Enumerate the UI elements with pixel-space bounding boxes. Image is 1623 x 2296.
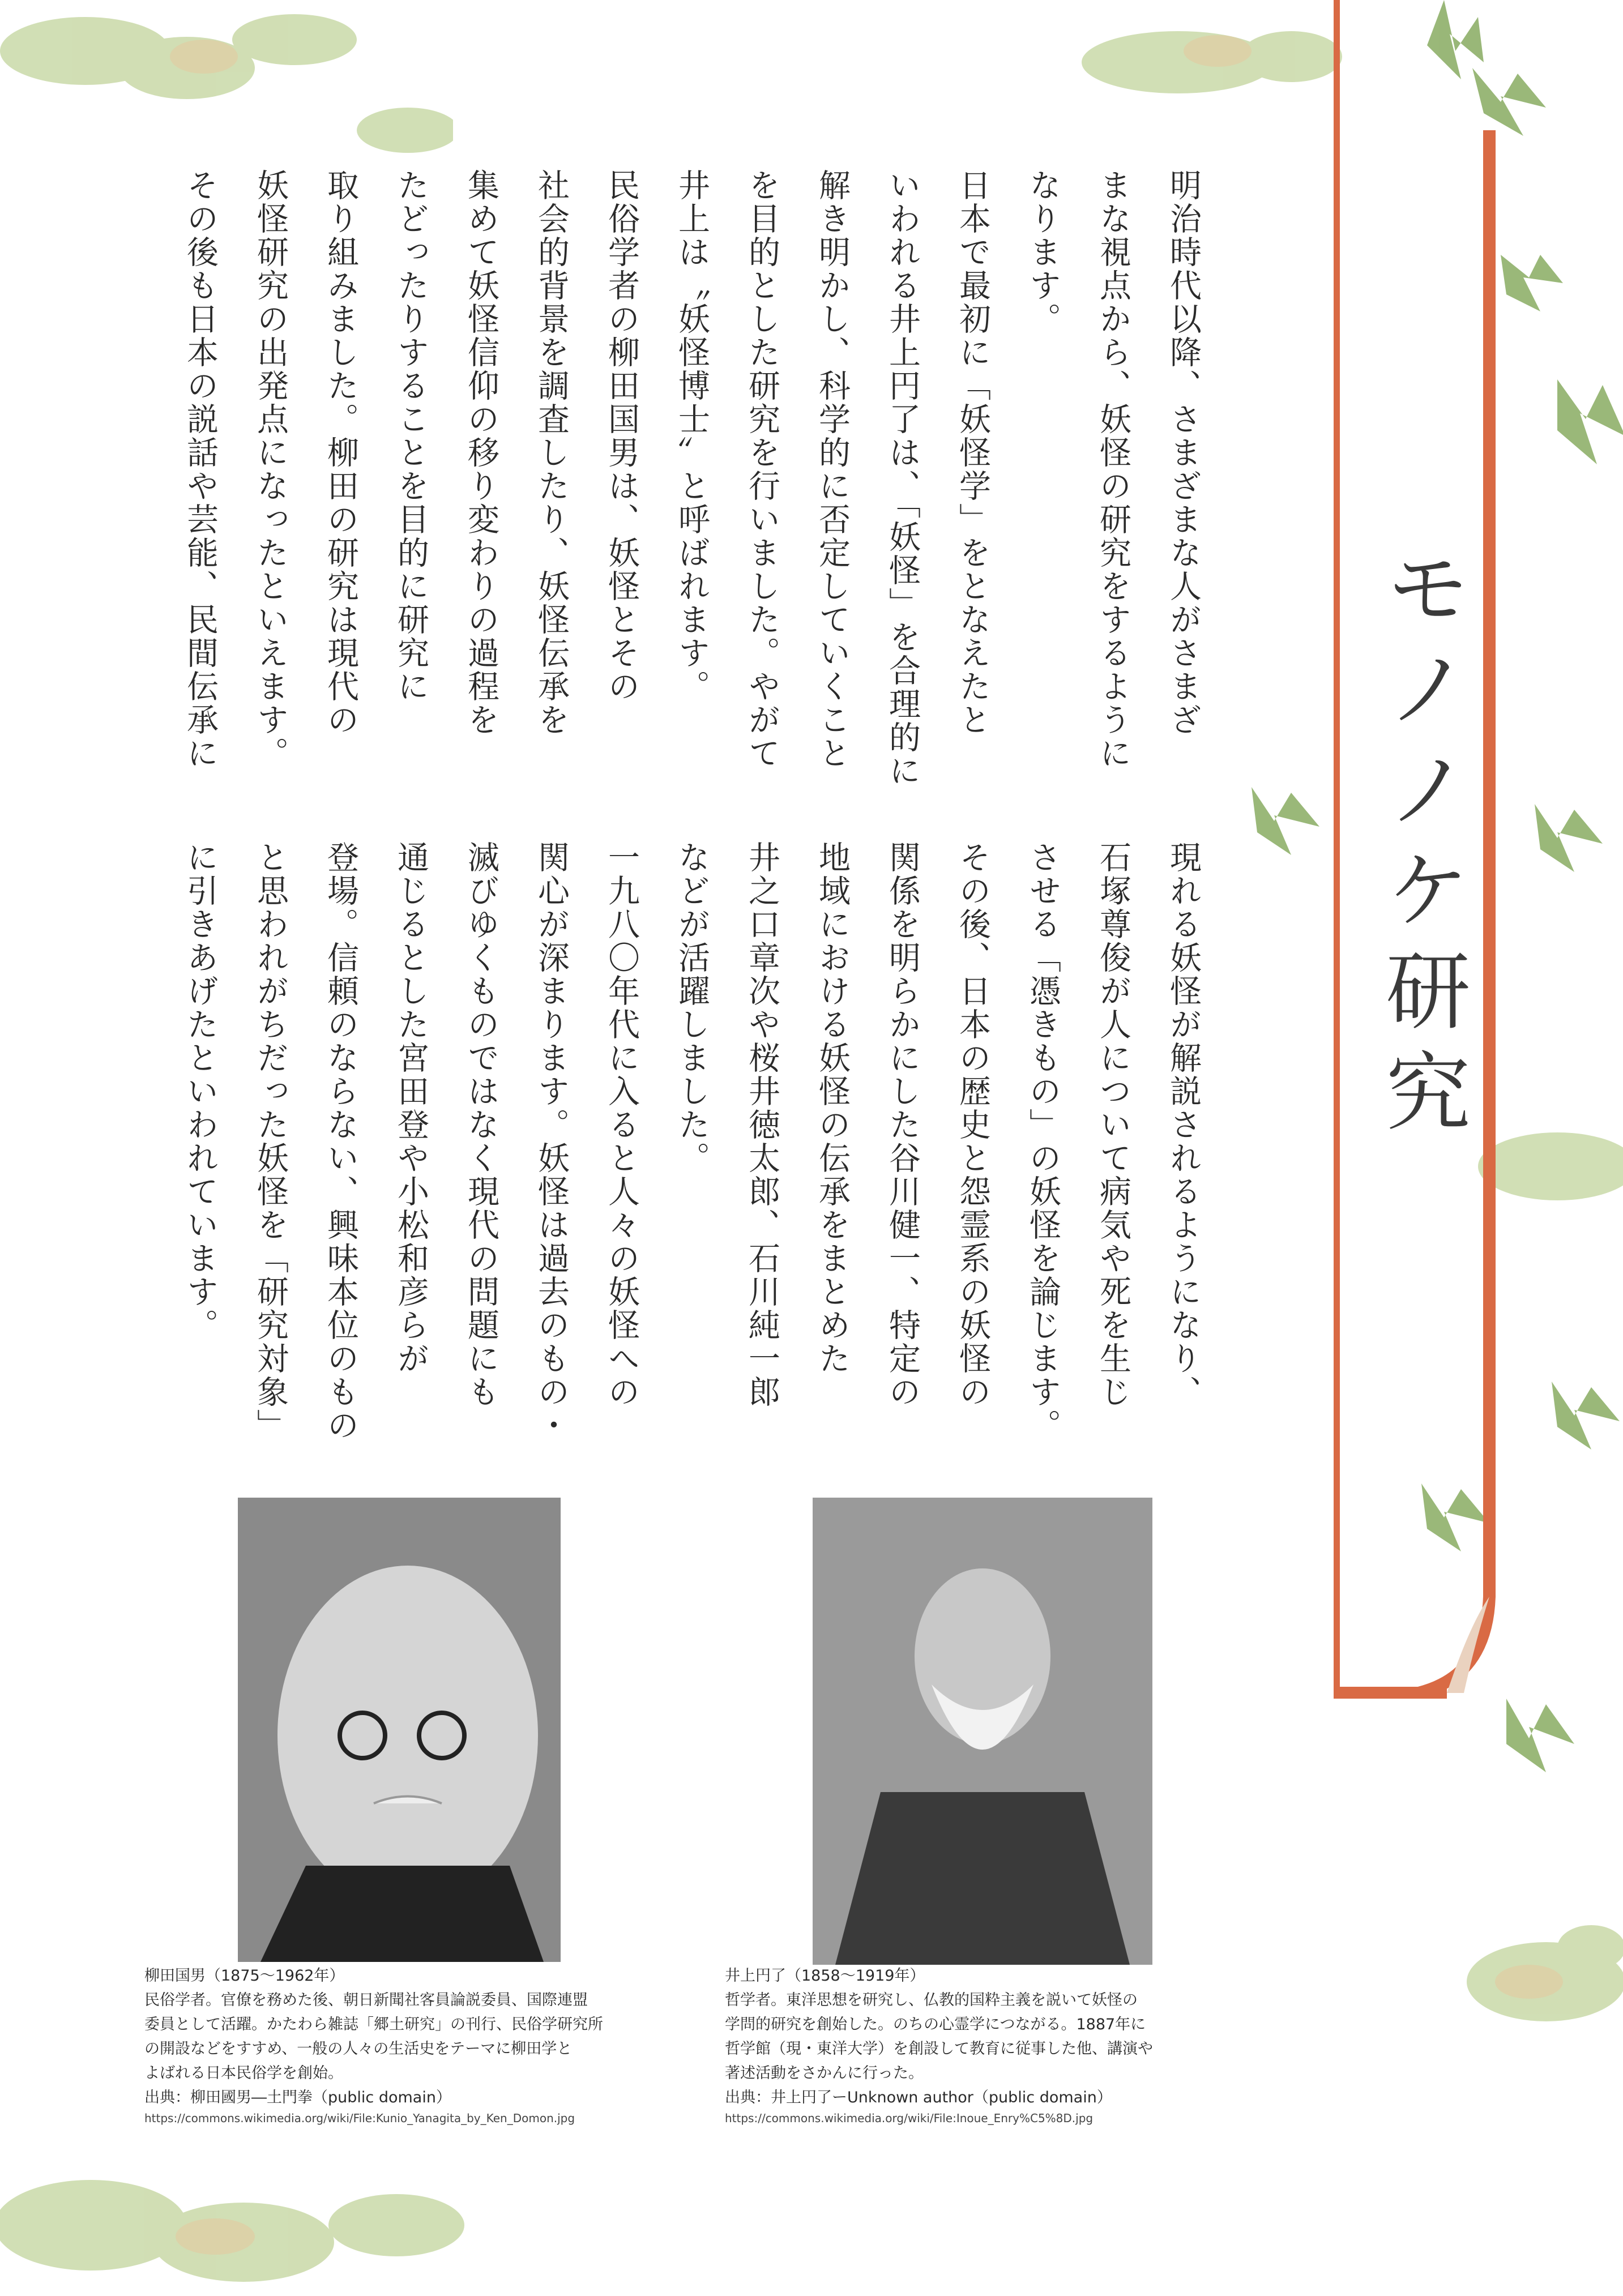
caption-line: 哲学館（現・東洋大学）を創設して教育に従事した他、講演や <box>725 2040 1153 2058</box>
caption-line: よばれる日本民俗学を創始。 <box>144 2064 343 2082</box>
caption-name: 井上円了（1858～1919年） <box>725 1967 925 1985</box>
caption-line: 著述活動をさかんに行った。 <box>725 2064 924 2082</box>
yanagita-caption <box>144 1964 603 2127</box>
inoue-portrait-photo <box>813 1498 1152 1965</box>
yanagita-portrait-photo <box>238 1498 561 1962</box>
body-text-column-1: 明治時代以降、さまざまな人がさまざ まな視点から、妖怪の研究をするように なります。 日本で最初に「妖怪学」をとなえたと いわれる井上円了は、「妖怪」を合理的に 解き明かし、科学的に否定していくこと を目的とした研究を行いました。やがて 井上は〝妖怪博士〟と呼ばれます。 民俗学者の柳田国男は、妖怪とその 社会的背景を調査したり、妖怪伝承を 集めて妖怪信仰の移り変わりの過程を たどったりすることを目的に研究に 取り組みました。柳田の研究は現代の 妖怪研究の出発点になったといえます。 その後も日本の説話や芸能、民間伝承に <box>182 169 1202 788</box>
cloud-decoration-top-left <box>0 0 453 170</box>
caption-source: 出典：柳田國男―土門拳（public domain） <box>144 2089 451 2106</box>
caption-name: 柳田国男（1875～1962年） <box>144 1967 345 1985</box>
page-title: モノノケ研究 <box>1371 544 1470 1148</box>
caption-source: 出典：井上円了ーUnknown author（public domain） <box>725 2089 1112 2106</box>
caption-line: 学問的研究を創始した。のちの心霊学につながる。1887年に <box>725 2016 1146 2033</box>
caption-line: 哲学者。東洋思想を研究し、仏教的国粋主義を説いて妖怪の <box>725 1991 1138 2009</box>
caption-url[interactable]: https://commons.wikimedia.org/wiki/File:Kunio_Yanagita_by_Ken_Domon.jpg <box>144 2111 575 2125</box>
caption-line: の開設などをすすめ、一般の人々の生活史をテーマに柳田学と <box>144 2040 573 2058</box>
body-text-column-2: 現れる妖怪が解説されるようになり、 石塚尊俊が人について病気や死を生じ させる「憑きもの」の妖怪を論じます。 その後、日本の歴史と怨霊系の妖怪の 関係を明らかにした谷川健一、特定の 地域における妖怪の伝承をまとめた 井之口章次や桜井徳太郎、石川純一郎 などが活躍しました。 一九八〇年代に入ると人々の妖怪への 関心が深まります。妖怪は過去のもの・ 滅びゆくものではなく現代の問題にも 通じるとした宮田登や小松和彦らが 登場。信頼のならない、興味本位のもの と思われがちだった妖怪を「研究対象」 に引きあげたといわれています。 <box>182 841 1202 1442</box>
inoue-caption <box>725 1964 1153 2127</box>
cloud-decoration-bottom-left <box>0 2129 510 2296</box>
caption-line: 民俗学者。官僚を務めた後、朝日新聞社客員論説委員、国際連盟 <box>144 1991 588 2009</box>
caption-url[interactable]: https://commons.wikimedia.org/wiki/File:Inoue_Enry%C5%8D.jpg <box>725 2111 1094 2125</box>
caption-line: 委員として活躍。かたわら雑誌「郷土研究」の刊行、民俗学研究所 <box>144 2016 603 2033</box>
